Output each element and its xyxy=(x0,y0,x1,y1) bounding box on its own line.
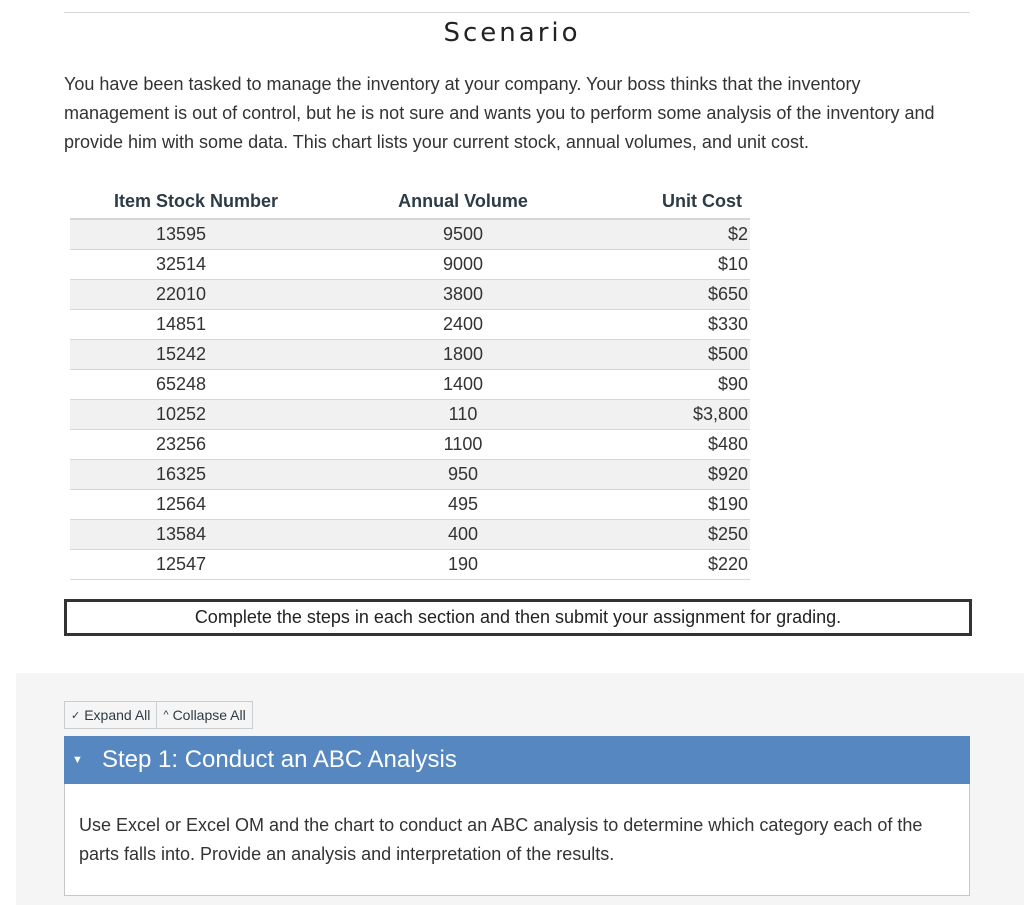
cell-unit-cost: $90 xyxy=(604,370,750,400)
cell-unit-cost: $330 xyxy=(604,310,750,340)
cell-unit-cost: $920 xyxy=(604,460,750,490)
cell-annual-volume: 950 xyxy=(322,460,604,490)
cell-item-number: 13595 xyxy=(70,219,322,250)
cell-unit-cost: $250 xyxy=(604,520,750,550)
cell-annual-volume: 1800 xyxy=(322,340,604,370)
expand-all-button[interactable] xyxy=(64,701,157,729)
cell-annual-volume: 9500 xyxy=(322,219,604,250)
step-1-body xyxy=(64,784,970,896)
cell-annual-volume: 190 xyxy=(322,550,604,580)
table-row xyxy=(70,370,750,400)
page-title: Scenario xyxy=(443,18,581,48)
cell-item-number: 12564 xyxy=(70,490,322,520)
cell-unit-cost: $650 xyxy=(604,280,750,310)
cell-item-number: 32514 xyxy=(70,250,322,280)
cell-unit-cost: $3,800 xyxy=(604,400,750,430)
chevron-up-icon: ^ xyxy=(163,709,169,721)
col-header-item-stock-number: Item Stock Number xyxy=(70,184,322,219)
table-row xyxy=(70,280,750,310)
cell-item-number: 12547 xyxy=(70,550,322,580)
col-header-annual-volume: Annual Volume xyxy=(322,184,604,219)
table-row xyxy=(70,400,750,430)
cell-annual-volume: 2400 xyxy=(322,310,604,340)
step-1-title: Step 1: Conduct an ABC Analysis xyxy=(102,746,457,773)
table-row xyxy=(70,250,750,280)
cell-annual-volume: 400 xyxy=(322,520,604,550)
table-row xyxy=(70,340,750,370)
cell-item-number: 14851 xyxy=(70,310,322,340)
col-header-unit-cost: Unit Cost xyxy=(604,184,750,219)
top-divider xyxy=(64,12,970,13)
table-row xyxy=(70,490,750,520)
table-row xyxy=(70,310,750,340)
cell-item-number: 65248 xyxy=(70,370,322,400)
cell-item-number: 22010 xyxy=(70,280,322,310)
cell-annual-volume: 1400 xyxy=(322,370,604,400)
table-row xyxy=(70,550,750,580)
cell-item-number: 16325 xyxy=(70,460,322,490)
collapse-all-label: Collapse All xyxy=(172,707,246,723)
chevron-down-icon: ✓ xyxy=(71,709,81,722)
intro-paragraph: You have been tasked to manage the inventory at your company. Your boss thinks that the inventory management is out of control, but he is not sure and wants you to perform some analysis of the inventory and provide him with some data. This chart lists your current stock, annual volumes, and unit cost. xyxy=(64,74,935,152)
cell-unit-cost: $10 xyxy=(604,250,750,280)
expand-all-label: Expand All xyxy=(84,707,151,723)
cell-unit-cost: $500 xyxy=(604,340,750,370)
cell-unit-cost: $190 xyxy=(604,490,750,520)
table-header-row xyxy=(70,184,750,219)
table-row xyxy=(70,520,750,550)
cell-unit-cost: $480 xyxy=(604,430,750,460)
cell-unit-cost: $220 xyxy=(604,550,750,580)
inventory-table xyxy=(70,184,750,580)
cell-annual-volume: 9000 xyxy=(322,250,604,280)
caret-down-icon: ▼ xyxy=(72,754,83,766)
table-row xyxy=(70,430,750,460)
table-row xyxy=(70,219,750,250)
cell-item-number: 10252 xyxy=(70,400,322,430)
instructions-notice: Complete the steps in each section and then submit your assignment for grading. xyxy=(64,599,972,636)
collapse-all-button[interactable] xyxy=(157,701,252,729)
cell-annual-volume: 1100 xyxy=(322,430,604,460)
cell-item-number: 13584 xyxy=(70,520,322,550)
step-1-header[interactable] xyxy=(64,736,970,784)
cell-annual-volume: 3800 xyxy=(322,280,604,310)
cell-item-number: 15242 xyxy=(70,340,322,370)
cell-unit-cost: $2 xyxy=(604,219,750,250)
expand-collapse-group xyxy=(64,701,253,729)
cell-annual-volume: 495 xyxy=(322,490,604,520)
cell-annual-volume: 110 xyxy=(322,400,604,430)
cell-item-number: 23256 xyxy=(70,430,322,460)
table-row xyxy=(70,460,750,490)
step-1-description: Use Excel or Excel OM and the chart to conduct an ABC analysis to determine which category each of the parts falls into. Provide an analysis and interpretation of the results. xyxy=(79,815,923,864)
